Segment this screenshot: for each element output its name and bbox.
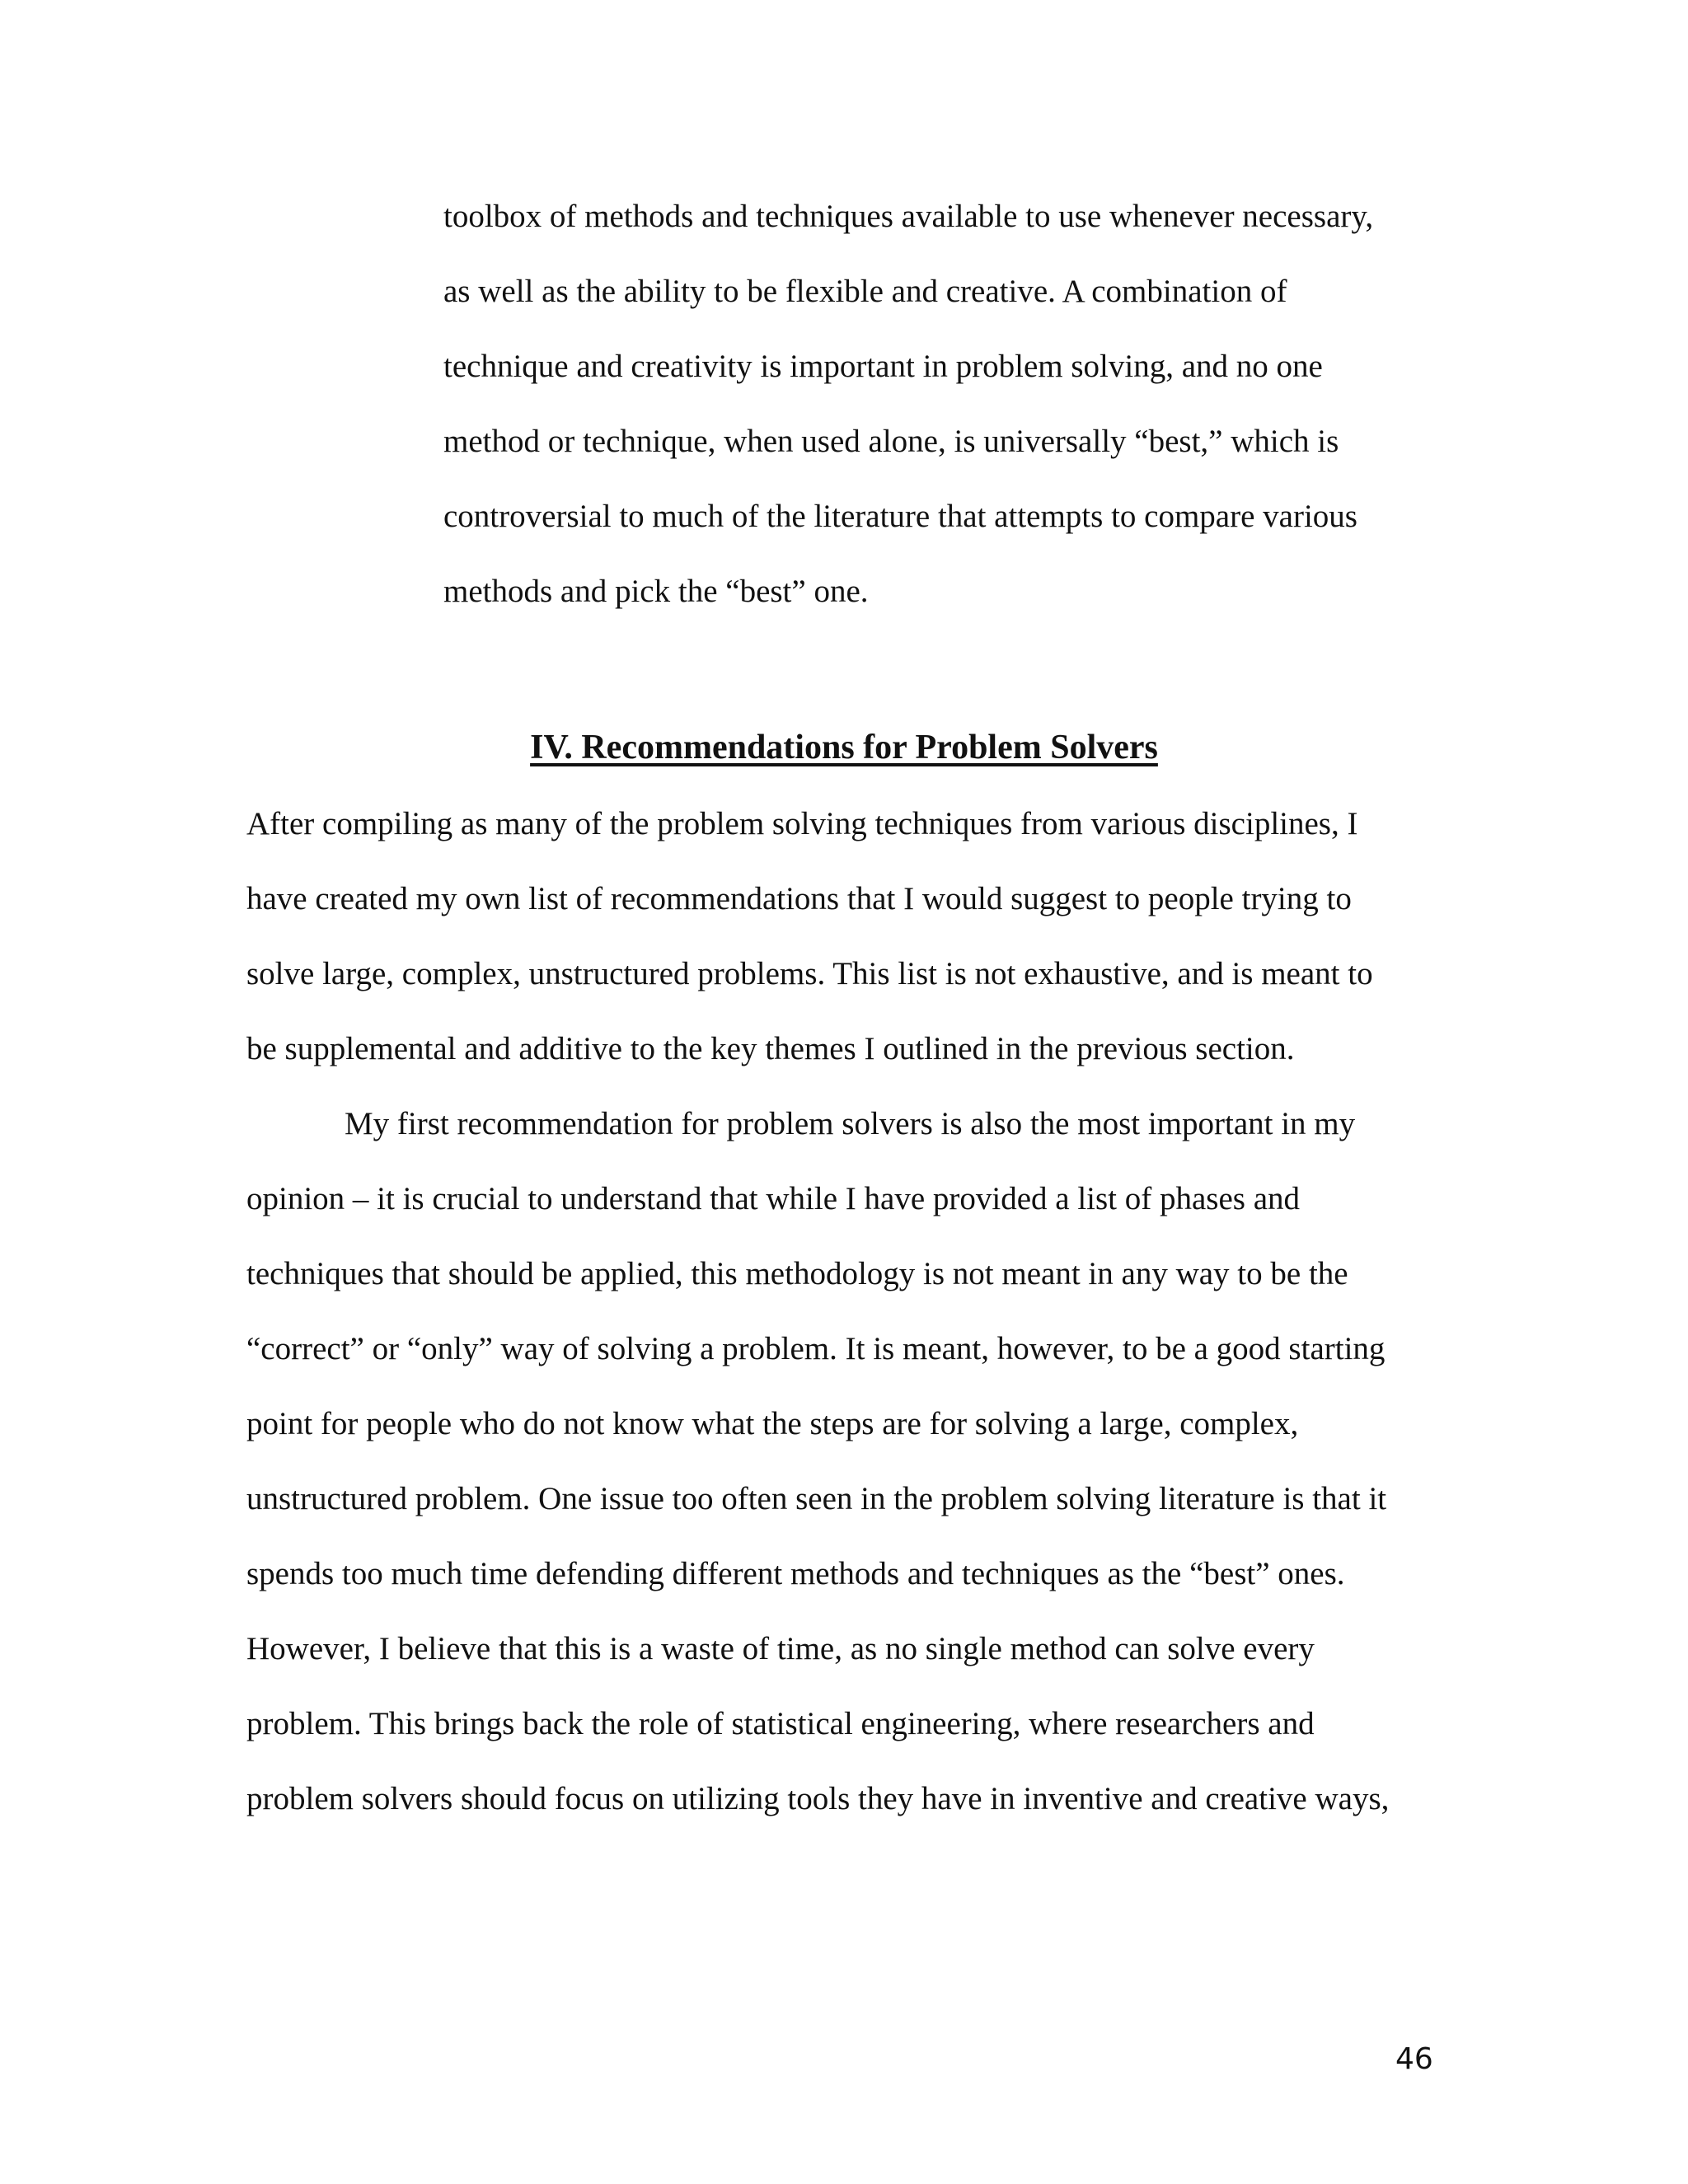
text-line: methods and pick the “best” one. — [443, 574, 869, 609]
text-line: toolbox of methods and techniques available to use whenever necessary, — [443, 199, 1374, 234]
text-line: unstructured problem. One issue too often seen in the problem solving literature is that it — [246, 1481, 1387, 1516]
page-number: 46 — [1395, 2042, 1433, 2076]
text-line: After compiling as many of the problem solving techniques from various disciplines, I — [246, 806, 1358, 841]
text-line: have created my own list of recommendations that I would suggest to people trying to — [246, 881, 1352, 916]
text-line: be supplemental and additive to the key themes I outlined in the previous section. — [246, 1031, 1295, 1066]
text-line: technique and creativity is important in problem solving, and no one — [443, 349, 1323, 384]
text-line: method or technique, when used alone, is universally “best,” which is — [443, 424, 1339, 459]
text-line: techniques that should be applied, this methodology is not meant in any way to be the — [246, 1256, 1348, 1291]
section-heading: IV. Recommendations for Problem Solvers — [530, 729, 1158, 766]
text-line: problem. This brings back the role of statistical engineering, where researchers and — [246, 1706, 1315, 1741]
text-line: point for people who do not know what the steps are for solving a large, complex, — [246, 1406, 1299, 1441]
text-line: opinion – it is crucial to understand that while I have provided a list of phases and — [246, 1181, 1301, 1216]
text-line: as well as the ability to be flexible and creative. A combination of — [443, 274, 1287, 309]
text-line: spends too much time defending different methods and techniques as the “best” ones. — [246, 1556, 1345, 1591]
text-line: solve large, complex, unstructured problems. This list is not exhaustive, and is meant to — [246, 956, 1373, 991]
text-line: controversial to much of the literature that attempts to compare various — [443, 499, 1357, 534]
text-line: My first recommendation for problem solvers is also the most important in my — [345, 1106, 1356, 1141]
text-line: problem solvers should focus on utilizing tools they have in inventive and creative ways, — [246, 1781, 1390, 1816]
text-line: However, I believe that this is a waste of time, as no single method can solve every — [246, 1631, 1315, 1666]
text-line: “correct” or “only” way of solving a problem. It is meant, however, to be a good starting — [246, 1331, 1386, 1366]
